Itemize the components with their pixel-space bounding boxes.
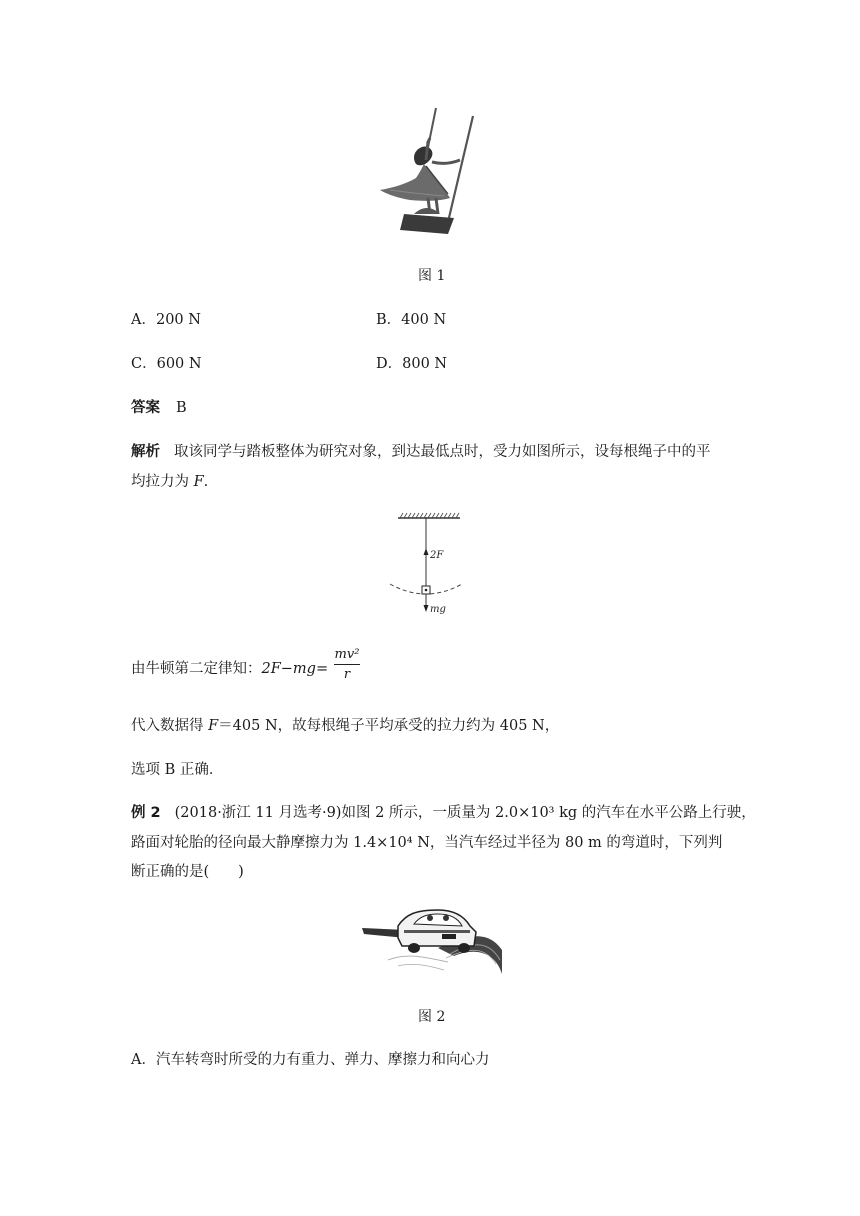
option-a: A．200 N xyxy=(131,312,201,328)
force-diagram xyxy=(384,512,484,616)
tension-label: 2F xyxy=(430,550,444,561)
example2-line-2: 路面对轮胎的径向最大静摩擦力为 1.4×10⁴ N，当汽车经过半径为 80 m 的弯道时，下列判 xyxy=(131,835,723,851)
answer-line xyxy=(131,398,187,418)
fraction-bar xyxy=(334,664,360,665)
analysis-line-2: 均拉力为 F. xyxy=(131,474,209,490)
swing-board xyxy=(400,214,454,234)
equation-lhs: 2F−mg= xyxy=(261,661,329,677)
weight-arrowhead xyxy=(424,605,429,612)
swing-rope-right xyxy=(448,116,473,222)
example2-line-3: 断正确的是( ) xyxy=(131,864,244,880)
figure2-caption: 图 2 xyxy=(418,1009,446,1025)
analysis-line-1 xyxy=(131,442,711,462)
newton-law-line xyxy=(131,659,328,679)
equation-prefix: 由牛顿第二定律知： xyxy=(131,661,262,677)
example2-line-1: 例 2 (2018·浙江 11 月选考·9)如图 2 所示，一质量为 2.0×10³ kg 的汽车在水平公路上行驶， xyxy=(131,805,756,821)
example2-option-a: A．汽车转弯时所受的力有重力、弹力、摩擦力和向心力 xyxy=(131,1052,490,1068)
fraction-denominator: r xyxy=(343,667,351,682)
weight-label: mg xyxy=(430,604,446,615)
figure1-caption: 图 1 xyxy=(418,268,446,284)
girl-arm-right xyxy=(432,160,460,163)
wheel-right xyxy=(458,943,470,953)
equation-fraction xyxy=(334,647,360,683)
license-plate xyxy=(442,934,456,939)
analysis-text-1: 取该同学与踏板整体为研究对象，到达最低点时，受力如图所示，设每根绳子中的平 xyxy=(174,444,711,460)
fraction-numerator: mv² xyxy=(334,647,360,662)
tension-arrowhead xyxy=(424,548,429,555)
example2-heading: 例 2 xyxy=(131,805,161,821)
girl-hair xyxy=(414,147,432,166)
analysis-heading: 解析 xyxy=(131,444,160,460)
dust-lines xyxy=(388,956,448,970)
answer-value: B xyxy=(176,400,187,416)
swing-girl-figure xyxy=(370,102,480,242)
substitution-line: 代入数据得 F＝405 N，故每根绳子平均承受的拉力约为 405 N， xyxy=(131,718,560,734)
answer-heading: 答案 xyxy=(131,400,160,416)
option-b: B．400 N xyxy=(376,312,447,328)
wheel-left xyxy=(408,943,420,953)
option-c: C．600 N xyxy=(131,356,202,372)
car-turning-figure xyxy=(358,904,504,976)
option-d: D．800 N xyxy=(376,356,448,372)
conclusion-line: 选项 B 正确． xyxy=(131,762,224,778)
variable-f: F xyxy=(193,474,204,490)
